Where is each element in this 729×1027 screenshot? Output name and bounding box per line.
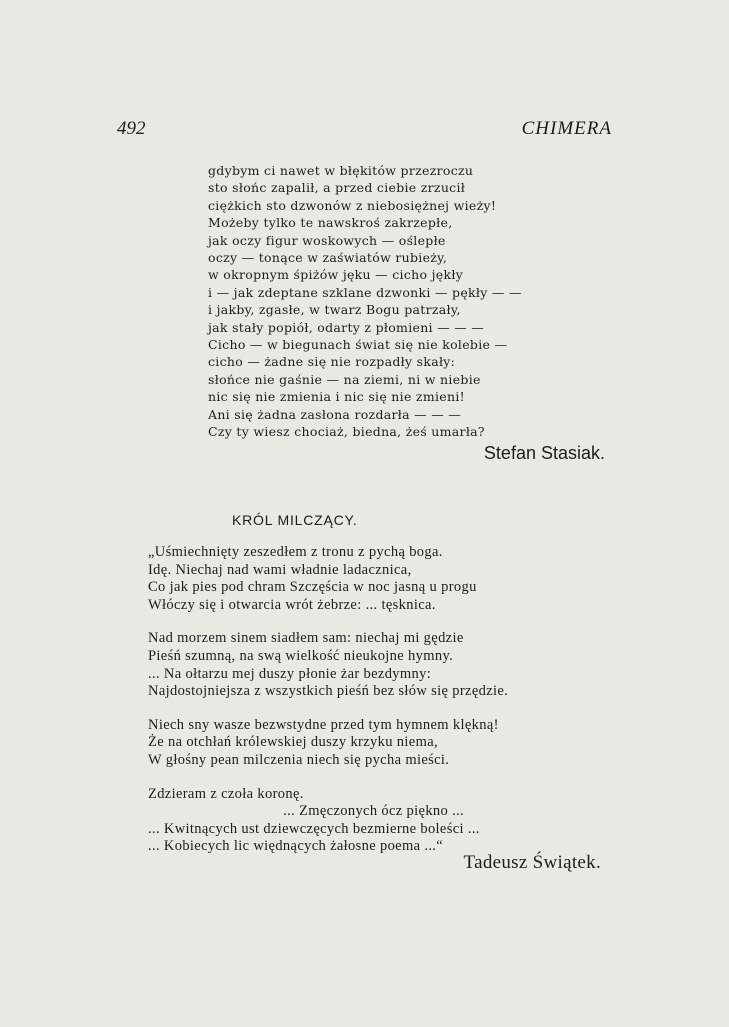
poem-line: ... Kwitnących ust dziewczęcych bezmierne boleści ...	[148, 820, 480, 837]
poem-signature: Stefan Stasiak.	[483, 443, 605, 463]
poem-line: w okropnym śpiżów jęku — cicho jękły	[208, 267, 464, 283]
poem-line: Pieśń szumną, na swą wielkość nieukojne hymny.	[148, 647, 454, 664]
poem-line: ... Na ołtarzu mej duszy płonie żar bezdymny:	[148, 665, 432, 682]
page-number: 492	[117, 118, 146, 139]
stanza-gap	[148, 770, 568, 786]
poem-line: Idę. Niechaj nad wami władnie ladacznica,	[148, 561, 412, 578]
poem-line: Co jak pies pod chram Szczęścia w noc jasną u progu	[148, 579, 477, 596]
poem-line: jak stały popiół, odarty z płomieni — — —	[208, 319, 485, 335]
poem-line: jak oczy figur woskowych — oślepłe	[208, 232, 446, 248]
poem-line: i — jak zdeptane szklane dzwonki — pękły — —	[208, 284, 522, 300]
poem-line: Ani się żadna zasłona rozdarła — — —	[208, 406, 462, 422]
poem-continued	[208, 162, 548, 441]
poem-line: ciężkich sto dzwonów z niebosiężnej wieży!	[208, 197, 497, 213]
stanza-gap	[148, 701, 568, 717]
poem-line: i jakby, zgasłe, w twarz Bogu patrzały,	[208, 302, 461, 318]
poem-line: Czy ty wiesz chociaż, biedna, żeś umarła?	[208, 424, 485, 440]
poem-line: „Uśmiechnięty zeszedłem z tronu z pychą boga.	[148, 544, 443, 560]
poem-krol-milczacy	[148, 544, 568, 856]
poem-line: oczy — tonące w zaświatów rubieży,	[208, 250, 448, 266]
poem-line: Cicho — w biegunach świat się nie kolebie —	[208, 337, 508, 353]
poem-signature-2: Tadeusz Świątek.	[463, 852, 601, 873]
poem-line: Możeby tylko te nawskroś zakrzepłe,	[208, 215, 453, 231]
poem-line: nic się nie zmienia i nic się nie zmieni!	[208, 389, 465, 405]
poem-line: sto słońc zapalił, a przed ciebie zrzucił	[208, 180, 466, 196]
poem-line: Najdostojniejsza z wszystkich pieśń bez słów się przędzie.	[148, 683, 509, 700]
poem-line: ... Kobiecych lic więdnących żałosne poema ...“	[148, 838, 444, 855]
poem-line: słońce nie gaśnie — na ziemi, ni w niebie	[208, 371, 481, 387]
poem-line: cicho — żadne się nie rozpadły skały:	[208, 354, 456, 370]
stanza-gap	[148, 614, 568, 630]
poem-line: Niech sny wasze bezwstydne przed tym hymnem klękną!	[148, 716, 499, 733]
poem-line: W głośny pean milczenia niech się pycha mieści.	[148, 751, 450, 768]
poem-line: Włóczy się i otwarcia wrót żebrze: ... tęsknica.	[148, 596, 436, 613]
poem-line: Że na otchłań królewskiej duszy krzyku niema,	[148, 734, 438, 751]
poem-line: gdybym ci nawet w błękitów przezroczu	[208, 163, 474, 178]
poem-title: KRÓL MILCZĄCY.	[232, 512, 358, 528]
poem-line: Zdzieram z czoła koronę.	[148, 785, 304, 802]
poem-line: Nad morzem sinem siadłem sam: niechaj mi gędzie	[148, 630, 464, 647]
poem-line: ... Zmęczonych ócz piękno ...	[148, 803, 465, 820]
page-header	[117, 118, 612, 148]
running-title: CHIMERA	[521, 118, 612, 139]
